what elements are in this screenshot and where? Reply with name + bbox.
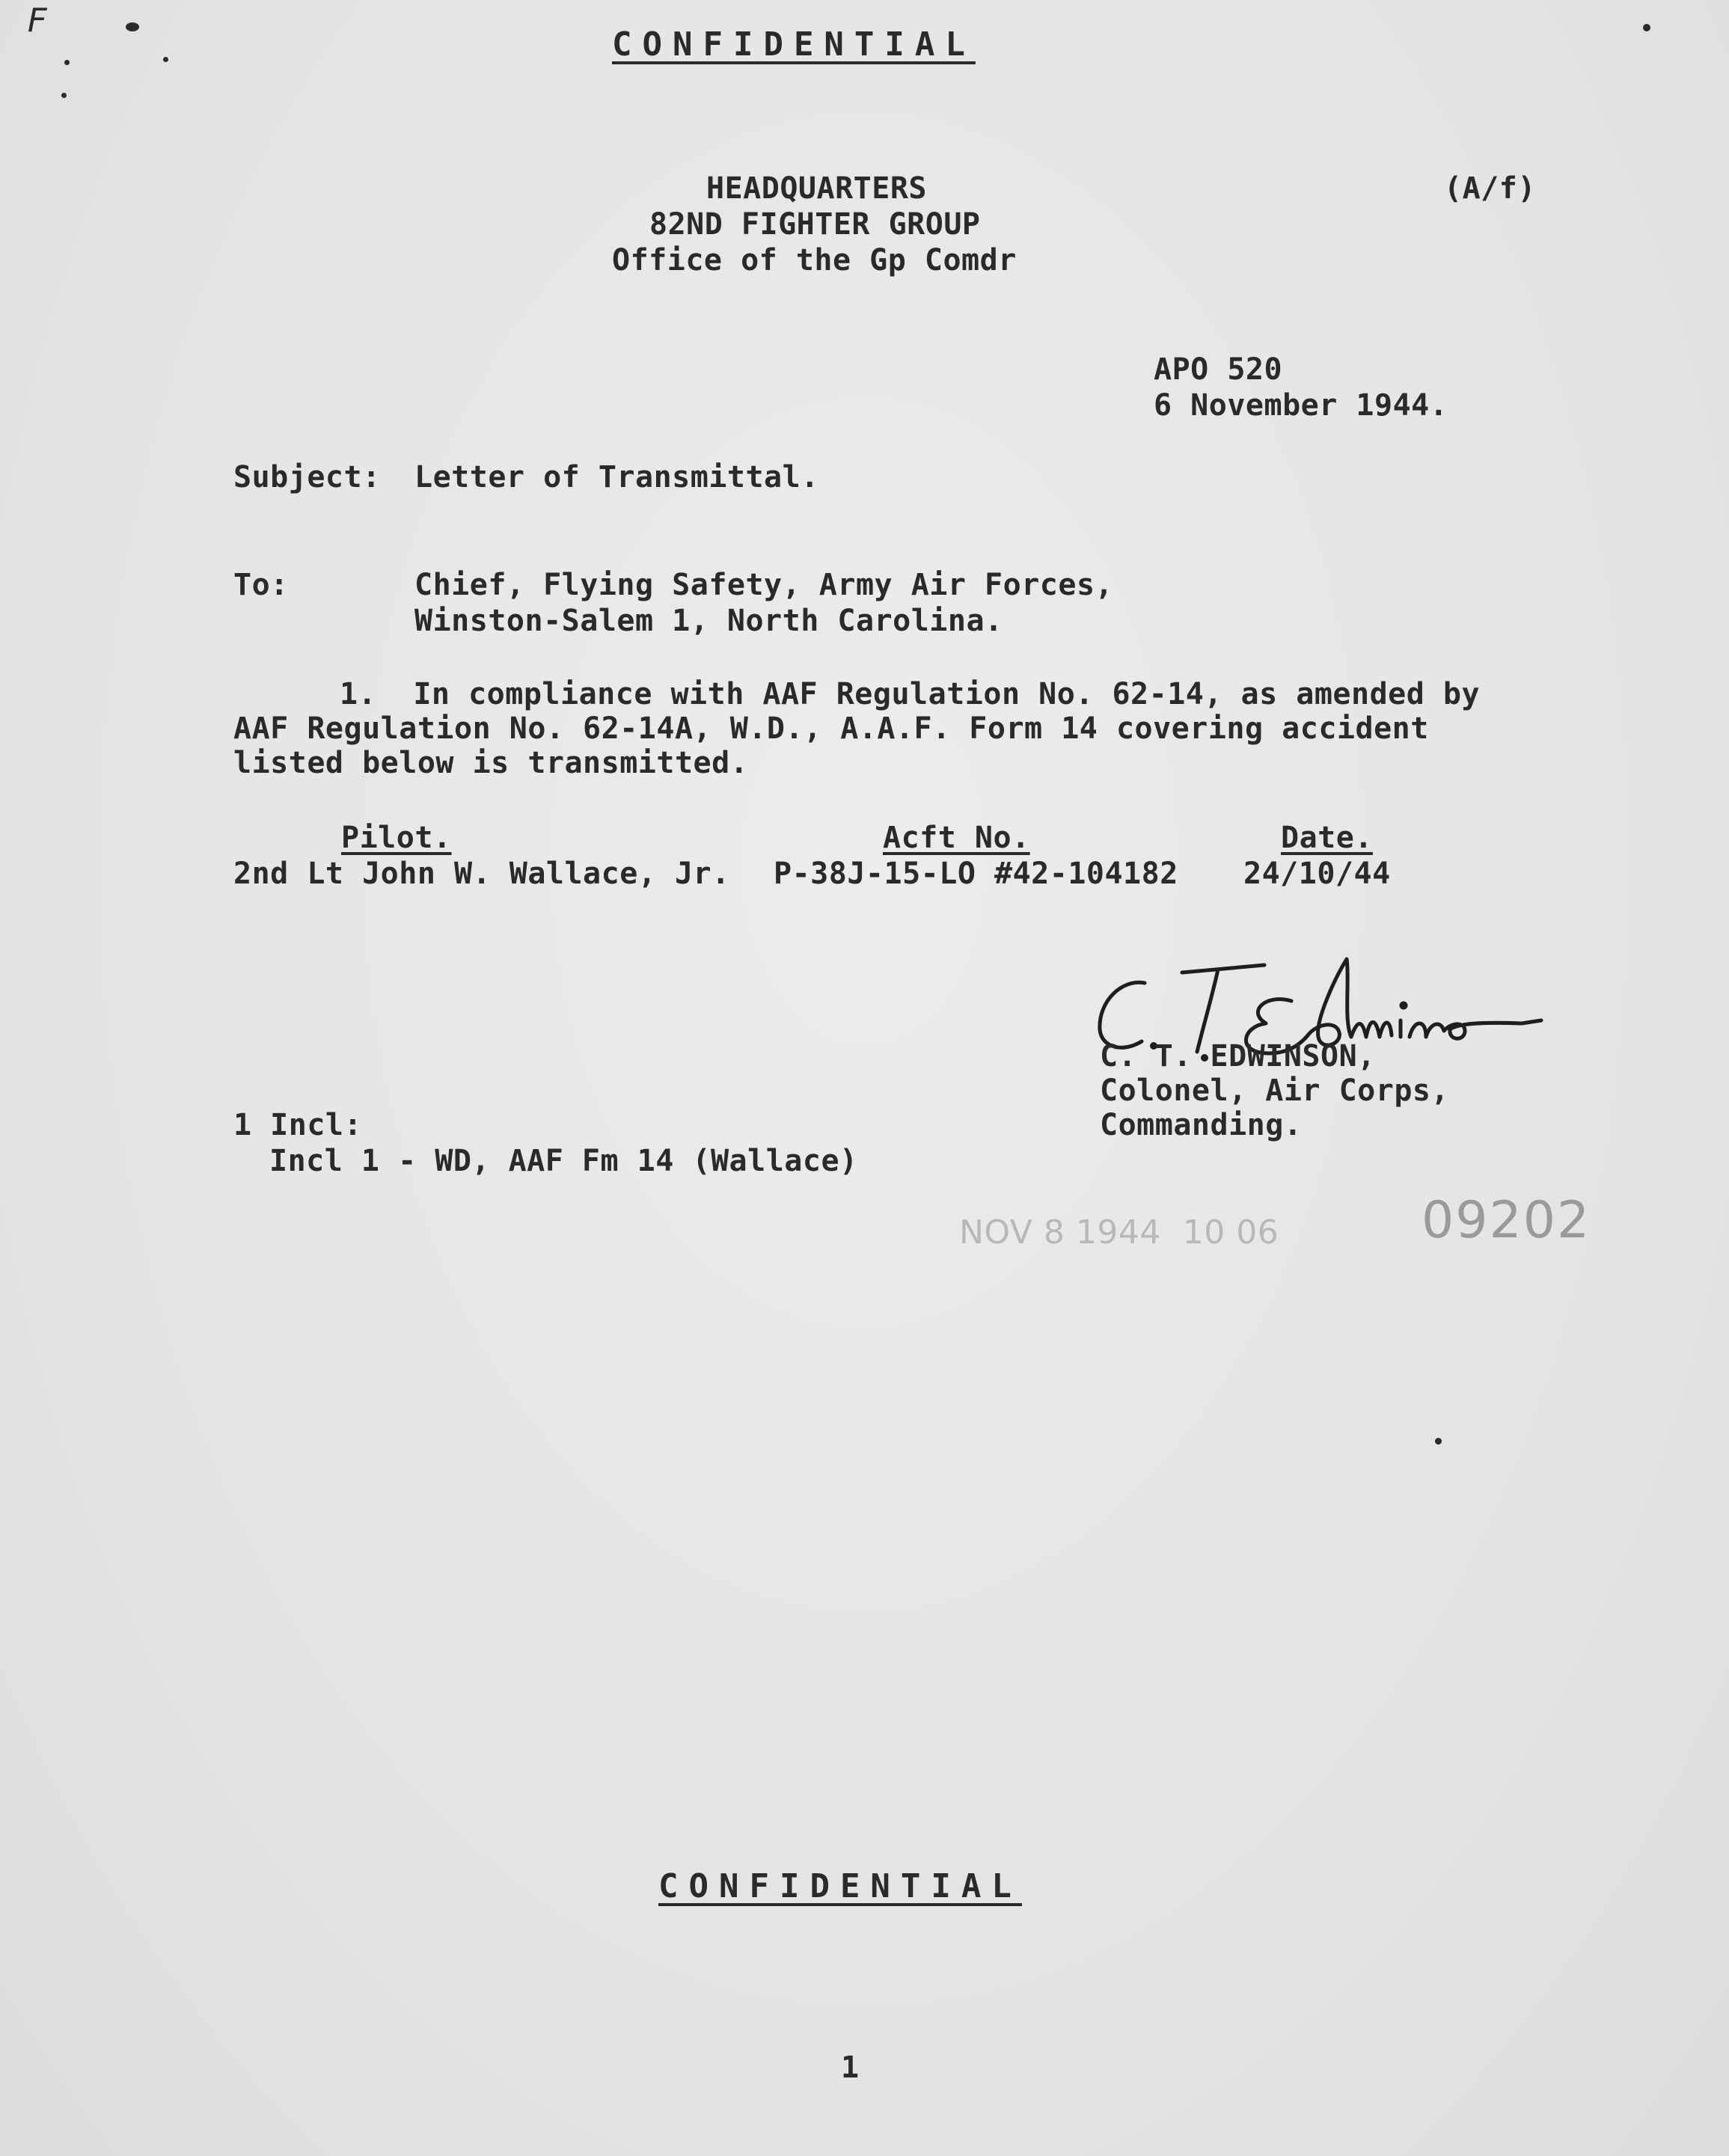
paragraph-1-line-1: 1. In compliance with AAF Regulation No. 62-14, as amended by — [340, 677, 1481, 711]
subject-text: Letter of Transmittal. — [414, 460, 819, 494]
signatory-rank: Colonel, Air Corps, — [1100, 1074, 1450, 1108]
column-header-date: Date. — [1281, 821, 1373, 855]
org-line-2: 82ND FIGHTER GROUP — [649, 207, 981, 242]
signatory-title: Commanding. — [1100, 1108, 1303, 1142]
enclosure-item-1: Incl 1 - WD, AAF Fm 14 (Wallace) — [269, 1144, 858, 1178]
to-line-2: Winston-Salem 1, North Carolina. — [414, 604, 1003, 638]
column-header-aircraft: Acft No. — [883, 821, 1030, 855]
apo-number: APO 520 — [1154, 352, 1283, 387]
ink-speck — [61, 93, 67, 98]
to-line-1: Chief, Flying Safety, Army Air Forces, — [414, 568, 1114, 602]
paragraph-1-line-3: listed below is transmitted. — [233, 746, 749, 780]
page-number: 1 — [841, 2051, 860, 2085]
file-code: (A/f) — [1444, 171, 1536, 206]
org-line-3: Office of the Gp Comdr — [612, 243, 1017, 278]
classification-bottom: CONFIDENTIAL — [658, 1867, 1022, 1905]
org-line-1: HEADQUARTERS — [706, 171, 927, 206]
letter-date: 6 November 1944. — [1154, 388, 1448, 423]
ink-speck — [1435, 1438, 1442, 1445]
classification-top: CONFIDENTIAL — [612, 25, 976, 64]
margin-mark: F — [27, 1, 47, 40]
to-label: To: — [233, 568, 289, 602]
paragraph-1-line-2: AAF Regulation No. 62-14A, W.D., A.A.F. Form 14 covering accident — [233, 711, 1429, 746]
receipt-stamp-date: NOV 8 1944 10 06 — [959, 1213, 1279, 1252]
receipt-stamp-number: 09202 — [1422, 1191, 1591, 1250]
ink-speck — [163, 57, 168, 62]
accident-pilot: 2nd Lt John W. Wallace, Jr. — [233, 857, 730, 891]
ink-speck — [1643, 24, 1650, 31]
column-header-pilot: Pilot. — [341, 821, 452, 855]
signatory-name: C. T. EDWINSON, — [1100, 1039, 1376, 1074]
ink-speck — [64, 60, 70, 65]
subject-label: Subject: — [233, 460, 381, 494]
ink-speck — [126, 22, 139, 31]
enclosure-count: 1 Incl: — [233, 1108, 363, 1142]
accident-date: 24/10/44 — [1243, 857, 1391, 891]
accident-aircraft: P-38J-15-LO #42-104182 — [774, 857, 1178, 891]
